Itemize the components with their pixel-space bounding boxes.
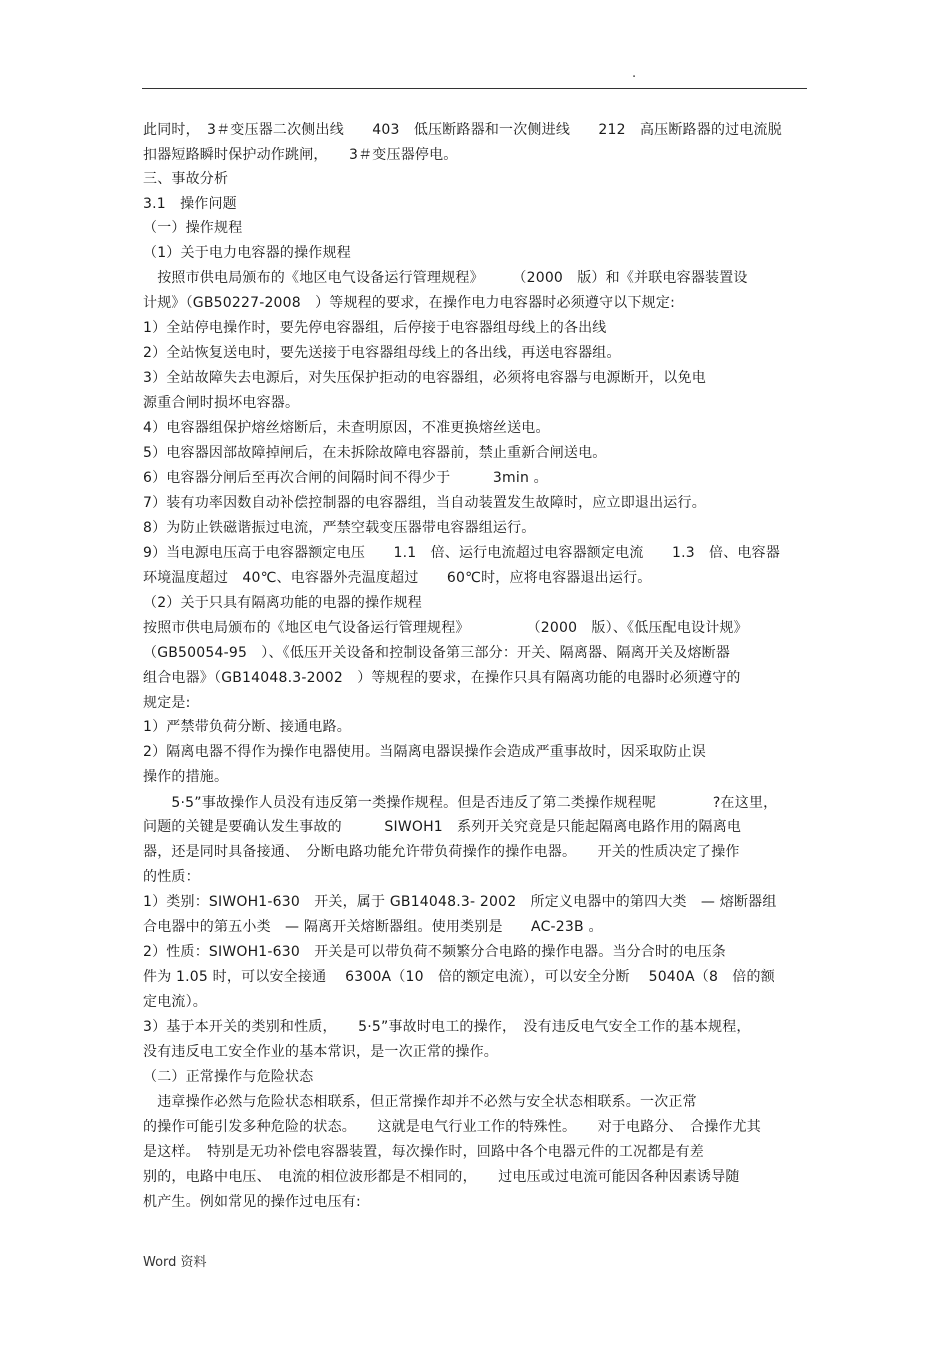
text-line: 合电器中的第五小类 — 隔离开关熔断器组。使用类别是 AC-23B 。	[143, 919, 603, 935]
text-line: 2）隔离电器不得作为操作电器使用。当隔离电器误操作会造成严重事故时，因采取防止误	[143, 744, 706, 760]
text-line: 扣器短路瞬时保护动作跳闸， 3＃变压器停电。	[143, 147, 458, 163]
text-line: 定电流）。	[143, 994, 207, 1010]
text-line: 3）基于本开关的类别和性质， 5·5”事故时电工的操作， 没有违反电气安全工作的基本规程，	[143, 1019, 751, 1035]
text-line: 7）装有功率因数自动补偿控制器的电容器组，当自动装置发生故障时，应立即退出运行。	[143, 495, 706, 511]
text-line: 6）电容器分闸后至再次合闸的间隔时间不得少于 3min 。	[143, 470, 548, 486]
text-line: 5·5”事故操作人员没有违反第一类操作规程。但是否违反了第二类操作规程呢 ?在这里，	[143, 795, 778, 811]
text-line: 2）全站恢复送电时，要先送接于电容器组母线上的各出线，再送电容器组。	[143, 345, 621, 361]
text-line: 3.1 操作问题	[143, 196, 237, 212]
text-line: 源重合闸时损坏电容器。	[143, 395, 300, 411]
text-line: 规定是:	[143, 695, 191, 711]
text-line: 三、事故分析	[143, 171, 229, 187]
text-line: 违章操作必然与危险状态相联系，但正常操作却并不必然与安全状态相联系。一次正常	[143, 1094, 697, 1110]
text-line: 没有违反电工安全作业的基本常识，是一次正常的操作。	[143, 1044, 498, 1060]
text-line: 4）电容器组保护熔丝熔断后，未查明原因，不准更换熔丝送电。	[143, 420, 550, 436]
header-rule	[142, 88, 807, 89]
text-line: 1）严禁带负荷分断、接通电路。	[143, 719, 351, 735]
text-line: 按照市供电局颁布的《地区电气设备运行管理规程》 （2000 版）和《并联电容器装置设	[143, 270, 748, 286]
text-line: 1）类别：SIWOH1-630 开关，属于 GB14048.3- 2002 所定义电器中的第四大类 — 熔断器组	[143, 894, 777, 910]
text-line: （GB50054-95 ）、《低压开关设备和控制设备第三部分：开关、隔离器、隔离开关及熔断器	[143, 645, 731, 661]
text-line: （2）关于只具有隔离功能的电器的操作规程	[143, 595, 422, 611]
header-mark: .	[632, 66, 637, 81]
text-line: 3）全站故障失去电源后，对失压保护拒动的电容器组，必须将电容器与电源断开，以免电	[143, 370, 706, 386]
text-line: 的操作可能引发多种危险的状态。 这就是电气行业工作的特殊性。 对于电路分、 合操作尤其	[143, 1119, 761, 1135]
text-line: 计规》（GB50227-2008 ）等规程的要求，在操作电力电容器时必须遵守以下规定:	[143, 295, 675, 311]
text-line: 是这样。 特别是无功补偿电容器装置，每次操作时，回路中各个电器元件的工况都是有差	[143, 1144, 704, 1160]
text-line: 器，还是同时具备接通、 分断电路功能允许带负荷操作的操作电器。 开关的性质决定了操作	[143, 844, 740, 860]
text-line: 8）为防止铁磁谐振过电流，严禁空载变压器带电容器组运行。	[143, 520, 536, 536]
text-line: 9）当电源电压高于电容器额定电压 1.1 倍、运行电流超过电容器额定电流 1.3 倍、电容器	[143, 545, 781, 561]
text-line: 机产生。例如常见的操作过电压有:	[143, 1194, 361, 1210]
text-line: （一）操作规程	[143, 220, 243, 236]
text-line: 按照市供电局颁布的《地区电气设备运行管理规程》 （2000 版）、《低压配电设计规》	[143, 620, 748, 636]
text-line: 环境温度超过 40℃、电容器外壳温度超过 60℃时，应将电容器退出运行。	[143, 570, 652, 586]
text-line: 1）全站停电操作时，要先停电容器组，后停接于电容器组母线上的各出线	[143, 320, 607, 336]
text-line: 5）电容器因部故障掉闸后，在未拆除故障电容器前，禁止重新合闸送电。	[143, 445, 607, 461]
text-line: （1）关于电力电容器的操作规程	[143, 245, 351, 261]
text-line: 操作的措施。	[143, 769, 229, 785]
text-line: 组合电器》（GB14048.3-2002 ）等规程的要求，在操作只具有隔离功能的电器时必须遵守的	[143, 670, 741, 686]
text-line: 的性质：	[143, 869, 200, 885]
text-line: 问题的关键是要确认发生事故的 SIWOH1 系列开关究竟是只能起隔离电路作用的隔离电	[143, 819, 742, 835]
text-line: 此同时， 3＃变压器二次侧出线 403 低压断路器和一次侧进线 212 高压断路器的过电流脱	[143, 122, 782, 138]
text-line: （二）正常操作与危险状态	[143, 1069, 314, 1085]
text-line: 件为 1.05 时，可以安全接通 6300A（10 倍的额定电流），可以安全分断 5040A（8 倍的额	[143, 969, 775, 985]
text-line: 别的，电路中电压、 电流的相位波形都是不相同的， 过电压或过电流可能因各种因素诱导随	[143, 1169, 740, 1185]
page-footer: Word 资料	[143, 1255, 207, 1270]
text-line: 2）性质：SIWOH1-630 开关是可以带负荷不频繁分合电路的操作电器。当分合时的电压条	[143, 944, 726, 960]
